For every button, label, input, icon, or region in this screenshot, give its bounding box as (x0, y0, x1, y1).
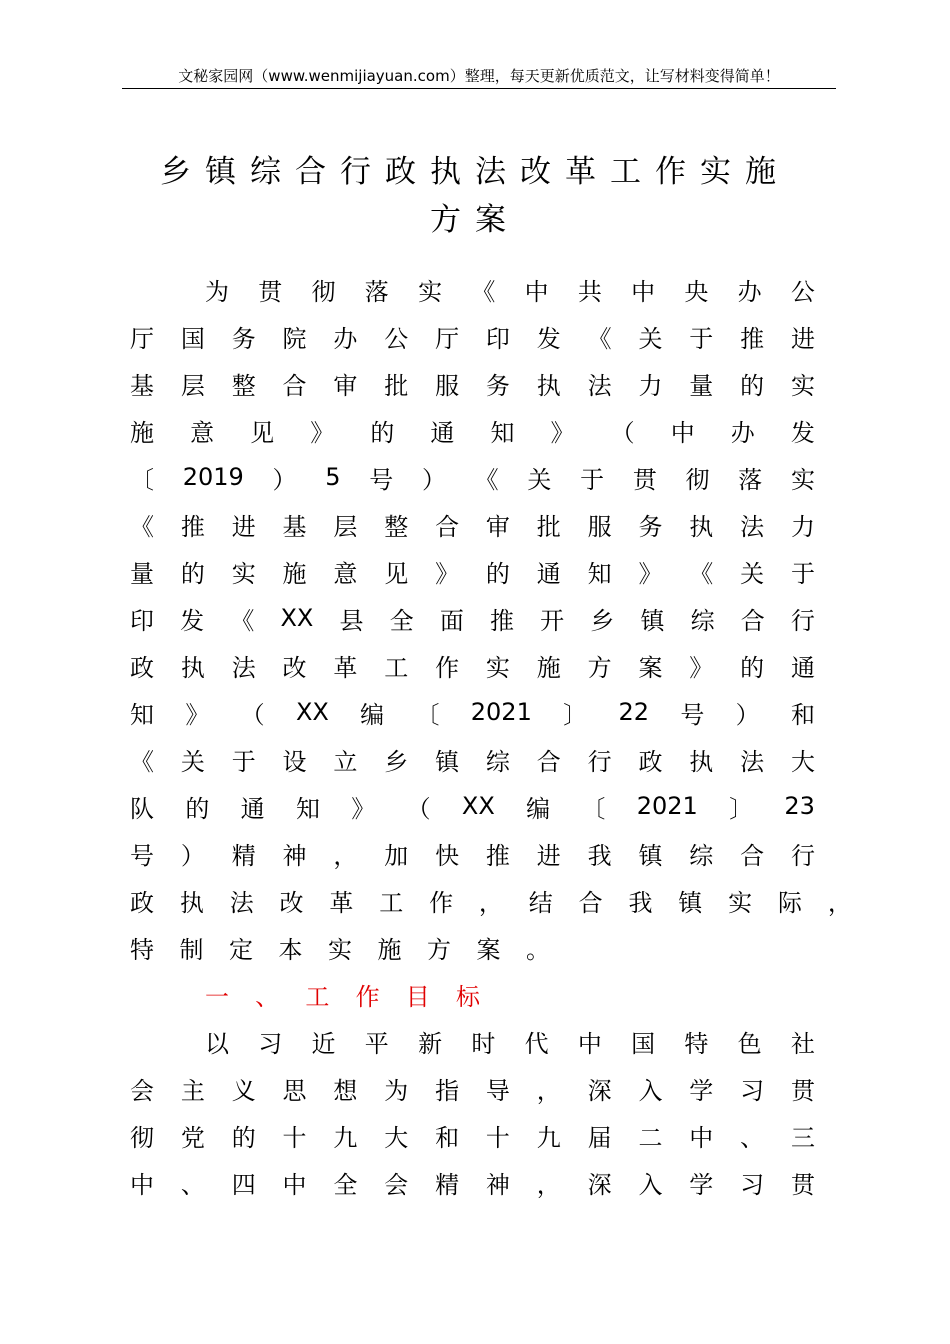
body-text-line (205, 1024, 815, 1058)
text-glyph: 中 (689, 1123, 714, 1152)
text-glyph: 力 (638, 371, 663, 400)
text-glyph: 施 (536, 653, 561, 682)
text-glyph: 会 (384, 1170, 409, 1199)
text-glyph: 快 (435, 841, 460, 870)
text-glyph: 务 (231, 324, 256, 353)
text-glyph: 中 (282, 1170, 307, 1199)
text-glyph: 的 (740, 653, 765, 682)
text-glyph: 方 (587, 653, 612, 682)
text-glyph: 届 (587, 1123, 612, 1152)
text-glyph: 四 (231, 1170, 256, 1199)
body-text-line (130, 601, 815, 635)
text-glyph: 代 (524, 1029, 549, 1058)
text-glyph: 的 (185, 794, 210, 823)
text-glyph: 作 (429, 888, 454, 917)
text-glyph: 审 (333, 371, 358, 400)
text-glyph: 服 (587, 512, 612, 541)
text-glyph: 服 (435, 371, 460, 400)
text-glyph: 公 (384, 324, 409, 353)
text-glyph: 九 (536, 1123, 561, 1152)
text-glyph: 力 (790, 512, 815, 541)
text-glyph: 执 (689, 747, 714, 776)
text-glyph: 党 (180, 1123, 205, 1152)
text-glyph: 、 (740, 1123, 765, 1152)
body-text-line (130, 836, 815, 870)
text-glyph: 实 (790, 371, 815, 400)
text-glyph: 综 (485, 747, 510, 776)
text-glyph: 案 (638, 653, 663, 682)
text-glyph: 作 (435, 653, 460, 682)
text-glyph: 〕 (563, 700, 588, 729)
text-glyph: 镇 (435, 747, 460, 776)
text-glyph: （ (406, 794, 431, 823)
text-glyph: 通 (536, 559, 561, 588)
text-glyph: 、 (255, 982, 280, 1011)
text-glyph: 新 (418, 1029, 443, 1058)
text-glyph: 以 (205, 1029, 229, 1058)
text-glyph: 开 (540, 606, 565, 635)
text-glyph: 制 (179, 935, 204, 964)
page-header: 文秘家园网（www.wenmijiayuan.com）整理，每天更新优质范文，让写材料变得简单！ (178, 67, 780, 85)
text-glyph: 行 (587, 747, 612, 776)
text-glyph: 共 (577, 277, 602, 306)
text-glyph: 作 (355, 982, 380, 1011)
text-glyph: 合 (536, 747, 561, 776)
text-glyph: 公 (790, 277, 815, 306)
text-glyph: ） (735, 700, 760, 729)
text-glyph: 标 (455, 982, 480, 1011)
text-glyph: XX (280, 604, 314, 632)
text-glyph: 镇 (678, 888, 703, 917)
text-glyph: 于 (790, 559, 815, 588)
text-glyph: （ (610, 418, 635, 447)
text-glyph: 办 (737, 277, 762, 306)
text-glyph: 层 (180, 371, 205, 400)
body-text-line (130, 648, 815, 682)
text-glyph: 改 (282, 653, 307, 682)
text-glyph: ） (421, 465, 446, 494)
text-glyph: 平 (364, 1029, 389, 1058)
text-glyph: 思 (282, 1076, 307, 1105)
body-text-line (130, 695, 815, 729)
text-glyph: 审 (485, 512, 510, 541)
text-glyph: 特 (130, 935, 154, 964)
text-glyph: 的 (485, 559, 510, 588)
text-glyph: 神 (282, 841, 307, 870)
text-glyph: 整 (384, 512, 409, 541)
text-glyph: 进 (536, 841, 561, 870)
text-glyph: 彻 (130, 1123, 154, 1152)
text-glyph: ， (333, 841, 358, 870)
text-glyph: 整 (231, 371, 256, 400)
text-glyph: 改 (279, 888, 304, 917)
text-glyph: 发 (536, 324, 561, 353)
text-glyph: 〕 (729, 794, 754, 823)
body-text-line (130, 507, 815, 541)
text-glyph: 贯 (632, 465, 657, 494)
text-glyph: 时 (471, 1029, 496, 1058)
text-glyph: 法 (740, 747, 765, 776)
body-text-line (130, 460, 815, 494)
text-glyph: 习 (740, 1170, 765, 1199)
text-glyph: 加 (384, 841, 409, 870)
text-glyph: 方 (427, 935, 451, 964)
text-glyph: 的 (370, 418, 395, 447)
text-glyph: 号 (680, 700, 705, 729)
text-glyph: 基 (282, 512, 307, 541)
text-glyph: 合 (282, 371, 307, 400)
text-glyph: 政 (638, 747, 663, 776)
text-glyph: ， (478, 888, 503, 917)
text-glyph: 际 (777, 888, 802, 917)
body-text-line (130, 1071, 815, 1105)
text-glyph: 〔 (415, 700, 440, 729)
text-glyph: 2021 (636, 792, 698, 820)
text-glyph: ， (536, 1076, 561, 1105)
text-glyph: 全 (333, 1170, 358, 1199)
text-glyph: 关 (180, 747, 205, 776)
text-glyph: 《 (230, 606, 255, 635)
text-glyph: ， (827, 888, 852, 917)
section-heading (205, 977, 480, 1011)
text-glyph: 设 (282, 747, 307, 776)
text-glyph: 基 (130, 371, 154, 400)
text-glyph: 入 (638, 1076, 663, 1105)
text-glyph: 目 (405, 982, 430, 1011)
text-glyph: 九 (333, 1123, 358, 1152)
text-glyph: 执 (536, 371, 561, 400)
text-glyph: 办 (333, 324, 358, 353)
text-glyph: 合 (740, 606, 765, 635)
text-glyph: 入 (638, 1170, 663, 1199)
text-glyph: 《 (130, 512, 154, 541)
text-glyph: 见 (250, 418, 275, 447)
text-glyph: 县 (339, 606, 364, 635)
text-glyph: 为 (205, 277, 229, 306)
text-glyph: 印 (485, 324, 510, 353)
header-divider (122, 88, 836, 89)
text-glyph: 革 (329, 888, 354, 917)
text-glyph: 《 (474, 465, 499, 494)
body-text-line (130, 319, 815, 353)
text-glyph: 案 (476, 935, 501, 964)
text-glyph: 厅 (435, 324, 460, 353)
text-glyph: 乡 (384, 747, 409, 776)
text-glyph: 工 (379, 888, 404, 917)
text-glyph: 关 (638, 324, 663, 353)
text-glyph: 行 (790, 841, 815, 870)
text-glyph: 〔 (130, 465, 154, 494)
text-glyph: 》 (310, 418, 335, 447)
text-glyph: 于 (580, 465, 605, 494)
text-glyph: 大 (790, 747, 815, 776)
body-text-line (205, 272, 815, 306)
text-glyph: 推 (180, 512, 205, 541)
text-glyph: 见 (384, 559, 409, 588)
text-glyph: 国 (631, 1029, 656, 1058)
text-glyph: 》 (550, 418, 575, 447)
text-glyph: 三 (790, 1123, 815, 1152)
text-glyph: 队 (130, 794, 154, 823)
body-text-line (130, 1118, 815, 1152)
text-glyph: 中 (130, 1170, 154, 1199)
text-glyph: ） (180, 841, 205, 870)
text-glyph: 学 (689, 1170, 714, 1199)
text-glyph: 2021 (470, 698, 532, 726)
text-glyph: 中 (670, 418, 695, 447)
text-glyph: 国 (180, 324, 205, 353)
text-glyph: 十 (282, 1123, 307, 1152)
text-glyph: 精 (435, 1170, 460, 1199)
text-glyph: 面 (439, 606, 464, 635)
text-glyph: 》 (435, 559, 460, 588)
text-glyph: 法 (231, 653, 256, 682)
text-glyph: 神 (485, 1170, 510, 1199)
text-glyph: 综 (689, 841, 714, 870)
text-glyph: 政 (130, 653, 154, 682)
text-glyph: 通 (790, 653, 815, 682)
text-glyph: 法 (740, 512, 765, 541)
text-glyph: 、 (180, 1170, 205, 1199)
text-glyph: 于 (231, 747, 256, 776)
text-glyph: 习 (740, 1076, 765, 1105)
text-glyph: 施 (282, 559, 307, 588)
text-glyph: 实 (728, 888, 753, 917)
text-glyph: 特 (684, 1029, 709, 1058)
text-glyph: 法 (587, 371, 612, 400)
text-glyph: 导 (485, 1076, 510, 1105)
text-glyph: 十 (485, 1123, 510, 1152)
text-glyph: 施 (130, 418, 154, 447)
text-glyph: 院 (282, 324, 307, 353)
text-glyph: 于 (689, 324, 714, 353)
text-glyph: 深 (587, 1170, 612, 1199)
body-text-line (130, 883, 852, 917)
text-glyph: 执 (179, 888, 204, 917)
text-glyph: 5 (325, 463, 341, 491)
text-glyph: 的 (231, 1123, 256, 1152)
text-glyph: 实 (790, 465, 815, 494)
text-glyph: 社 (790, 1029, 815, 1058)
text-glyph: 法 (229, 888, 254, 917)
text-glyph: 实 (231, 559, 256, 588)
text-glyph: ， (536, 1170, 561, 1199)
text-glyph: 习 (258, 1029, 283, 1058)
text-glyph: 《 (689, 559, 714, 588)
text-glyph: 综 (690, 606, 715, 635)
text-glyph: 合 (578, 888, 603, 917)
text-glyph: 执 (180, 653, 205, 682)
text-glyph: 《 (471, 277, 496, 306)
text-glyph: 厅 (130, 324, 154, 353)
text-glyph: 一 (205, 982, 229, 1011)
text-glyph: 推 (489, 606, 514, 635)
text-glyph: 《 (587, 324, 612, 353)
text-glyph: 指 (435, 1076, 460, 1105)
text-glyph: 推 (485, 841, 510, 870)
text-glyph: XX (461, 792, 495, 820)
text-glyph: 工 (384, 653, 409, 682)
text-glyph: 想 (333, 1076, 358, 1105)
text-glyph: 发 (790, 418, 815, 447)
text-glyph: 〔 (581, 794, 606, 823)
text-glyph: 义 (231, 1076, 256, 1105)
text-glyph: 合 (740, 841, 765, 870)
text-glyph: 关 (740, 559, 765, 588)
text-glyph: 通 (240, 794, 265, 823)
text-glyph: 》 (185, 700, 210, 729)
text-glyph: 贯 (790, 1170, 815, 1199)
text-glyph: 》 (689, 653, 714, 682)
text-glyph: 进 (790, 324, 815, 353)
body-text-line (130, 413, 815, 447)
text-glyph: 知 (130, 700, 154, 729)
text-glyph: 。 (526, 935, 550, 964)
text-glyph: 主 (180, 1076, 205, 1105)
text-glyph: 2019 (182, 463, 244, 491)
document-title-line-2: 方案 (430, 202, 520, 238)
text-glyph: 学 (689, 1076, 714, 1105)
text-glyph: 务 (485, 371, 510, 400)
text-glyph: 本 (278, 935, 303, 964)
text-glyph: 知 (587, 559, 612, 588)
text-glyph: 乡 (590, 606, 615, 635)
text-glyph: 》 (351, 794, 376, 823)
text-glyph: 编 (360, 700, 385, 729)
text-glyph: 中 (631, 277, 656, 306)
text-glyph: 落 (364, 277, 389, 306)
text-glyph: 大 (384, 1123, 409, 1152)
text-glyph: 执 (689, 512, 714, 541)
text-glyph: 22 (618, 698, 650, 726)
text-glyph: 结 (528, 888, 553, 917)
body-text-line (130, 554, 815, 588)
text-glyph: 我 (587, 841, 612, 870)
text-glyph: 镇 (640, 606, 665, 635)
text-glyph: 会 (130, 1076, 154, 1105)
text-glyph: 批 (384, 371, 409, 400)
document-title-line-1: 乡镇综合行政执法改革工作实施 (160, 154, 790, 190)
text-glyph: 精 (231, 841, 256, 870)
text-glyph: 实 (418, 277, 443, 306)
text-glyph: 》 (638, 559, 663, 588)
text-glyph: 知 (490, 418, 515, 447)
text-glyph: 知 (295, 794, 320, 823)
body-text-line (130, 366, 815, 400)
text-glyph: 合 (435, 512, 460, 541)
text-glyph: 和 (435, 1123, 460, 1152)
text-glyph: 施 (377, 935, 402, 964)
text-glyph: 贯 (258, 277, 283, 306)
text-glyph: 量 (130, 559, 154, 588)
text-glyph: 中 (524, 277, 549, 306)
text-glyph: 层 (333, 512, 358, 541)
text-glyph: 通 (430, 418, 455, 447)
body-text-line (130, 1165, 815, 1199)
text-glyph: 的 (180, 559, 205, 588)
body-text-line (130, 789, 815, 823)
text-glyph: 近 (311, 1029, 336, 1058)
text-glyph: 深 (587, 1076, 612, 1105)
text-glyph: 彻 (311, 277, 336, 306)
text-glyph: 实 (328, 935, 352, 964)
text-glyph: 批 (536, 512, 561, 541)
text-glyph: 推 (740, 324, 765, 353)
text-glyph: 意 (333, 559, 358, 588)
text-glyph: 印 (130, 606, 154, 635)
text-glyph: 办 (730, 418, 755, 447)
text-glyph: 23 (784, 792, 815, 820)
body-text-line (130, 930, 815, 964)
text-glyph: 二 (638, 1123, 663, 1152)
text-glyph: 编 (526, 794, 551, 823)
text-glyph: 落 (738, 465, 763, 494)
text-glyph: XX (295, 698, 329, 726)
text-glyph: 实 (485, 653, 510, 682)
text-glyph: 《 (130, 747, 154, 776)
body-text-line (130, 742, 815, 776)
text-glyph: 革 (333, 653, 358, 682)
text-glyph: 为 (384, 1076, 409, 1105)
text-glyph: 央 (684, 277, 709, 306)
text-glyph: 号 (130, 841, 154, 870)
text-glyph: 我 (628, 888, 653, 917)
text-glyph: 贯 (790, 1076, 815, 1105)
text-glyph: 定 (229, 935, 253, 964)
text-glyph: （ (240, 700, 265, 729)
text-glyph: 发 (180, 606, 205, 635)
text-glyph: 中 (577, 1029, 602, 1058)
text-glyph: 号 (369, 465, 394, 494)
text-glyph: 和 (790, 700, 815, 729)
text-glyph: 色 (737, 1029, 762, 1058)
text-glyph: 政 (130, 888, 154, 917)
text-glyph: 立 (333, 747, 358, 776)
text-glyph: 行 (790, 606, 815, 635)
text-glyph: 量 (689, 371, 714, 400)
text-glyph: ） (272, 465, 297, 494)
text-glyph: 进 (231, 512, 256, 541)
text-glyph: 意 (190, 418, 215, 447)
text-glyph: 关 (527, 465, 552, 494)
text-glyph: 彻 (685, 465, 710, 494)
text-glyph: 的 (740, 371, 765, 400)
text-glyph: 工 (305, 982, 330, 1011)
text-glyph: 镇 (638, 841, 663, 870)
text-glyph: 务 (638, 512, 663, 541)
text-glyph: 全 (389, 606, 414, 635)
